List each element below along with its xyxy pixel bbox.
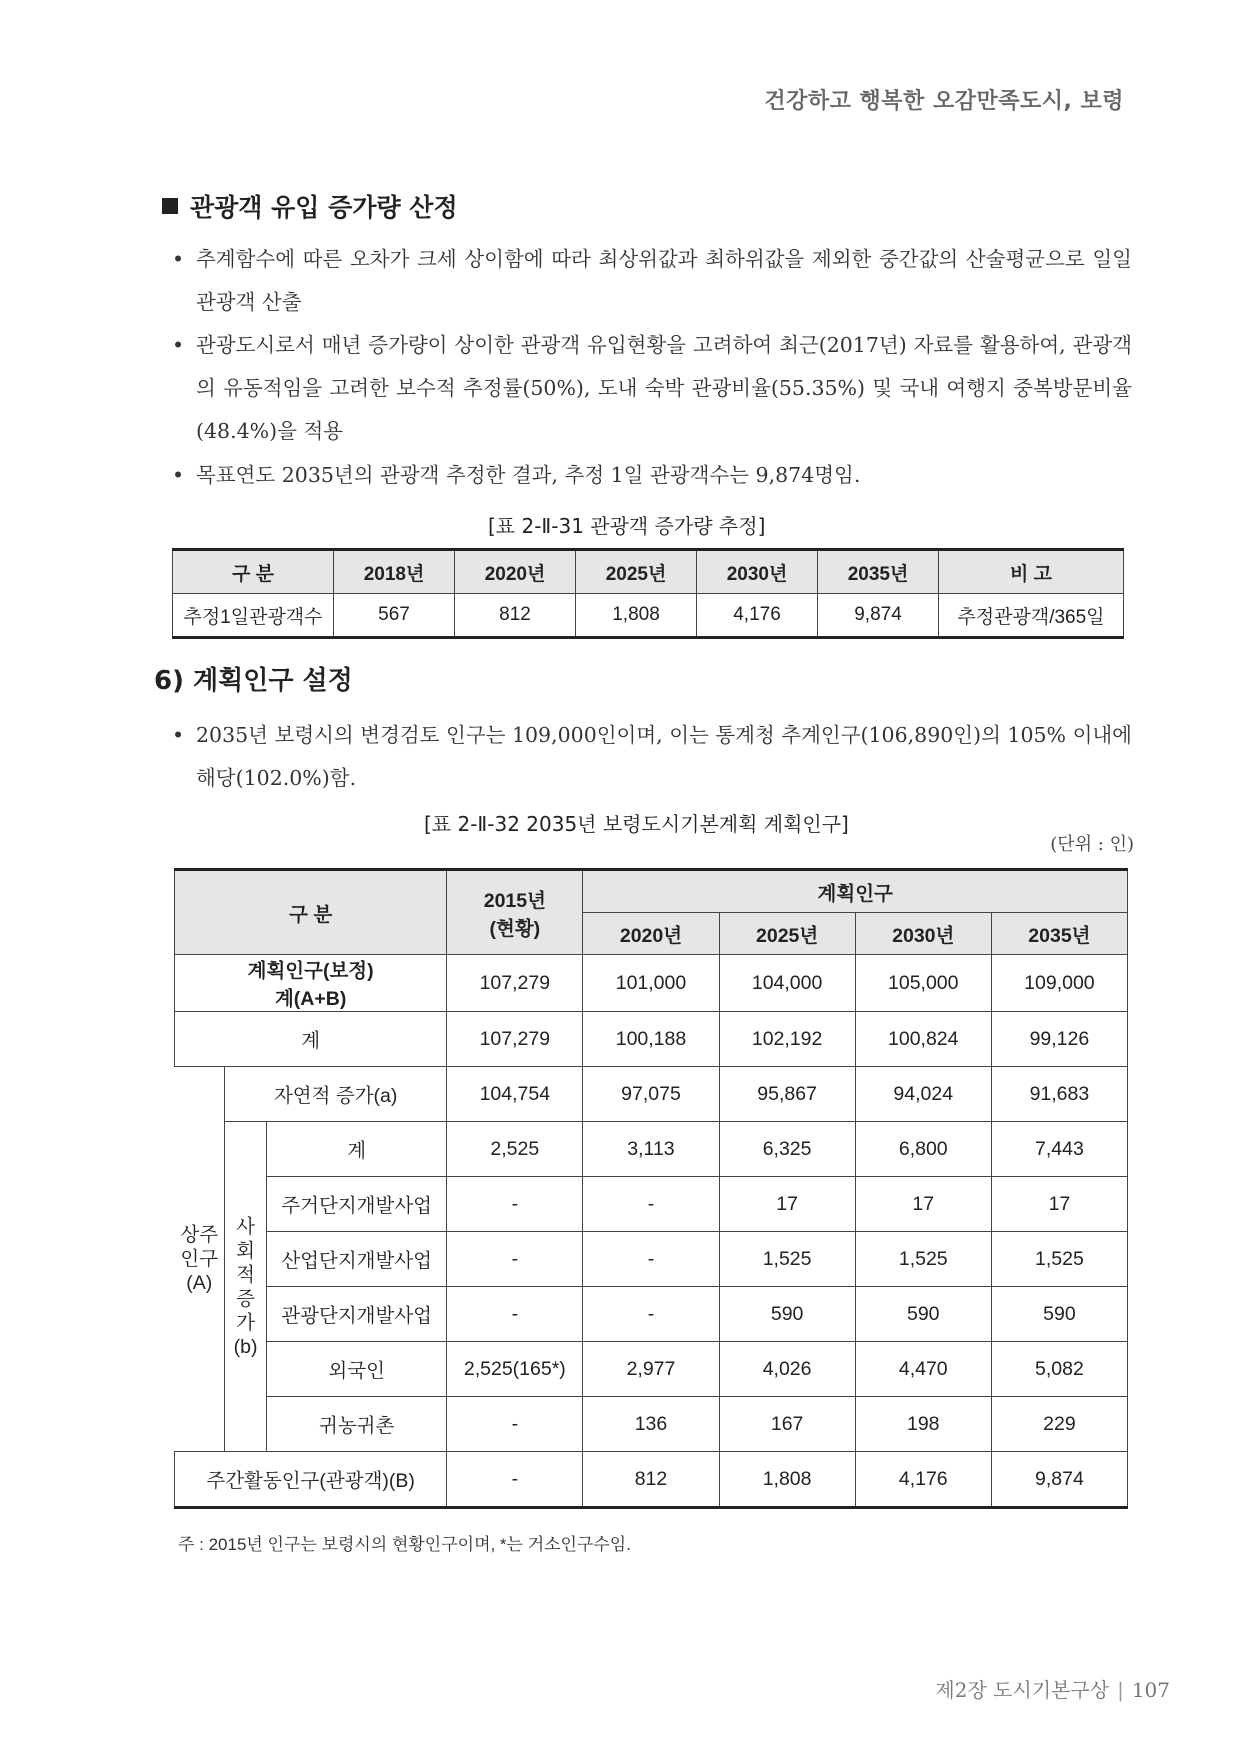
table-cell: 7,443 — [991, 1122, 1127, 1177]
row-label: 계(A+B) — [274, 988, 347, 1010]
table-header-cell: 2035년 — [818, 550, 939, 594]
table-cell: - — [583, 1287, 719, 1342]
table-cell: 101,000 — [583, 955, 719, 1012]
table-cell: 104,754 — [447, 1067, 583, 1122]
table-header-cell: 구 분 — [175, 870, 447, 955]
row-label: (b) — [233, 1335, 258, 1358]
table-cell — [225, 1122, 267, 1452]
page-number: 107 — [1131, 1678, 1170, 1702]
running-header: 건강하고 행복한 오감만족도시, 보령 — [764, 89, 1124, 114]
table-row — [175, 1232, 1128, 1287]
table-cell: 4,026 — [719, 1342, 855, 1397]
table-row — [175, 1067, 1128, 1122]
table-cell — [175, 1067, 225, 1452]
square-bullet-icon — [162, 198, 178, 214]
footer-chapter: 제2장 도시기본구상 — [935, 1678, 1110, 1702]
table-header-cell: 2030년 — [855, 913, 991, 955]
table-header-cell — [447, 870, 583, 955]
table2-caption: [표 2-Ⅱ-32 2035년 보령도시기본계획 계획인구] — [424, 812, 849, 836]
table-cell: 590 — [719, 1287, 855, 1342]
row-label: 사 — [236, 1215, 255, 1238]
row-label: 상주 — [180, 1224, 219, 1246]
footer-separator: | — [1117, 1678, 1124, 1702]
table-cell: 관광단지개발사업 — [267, 1287, 447, 1342]
bullet-dot-icon: • — [172, 723, 185, 747]
table-cell — [175, 955, 447, 1012]
table-cell: 계 — [267, 1122, 447, 1177]
table-row — [175, 1287, 1128, 1342]
section-title — [162, 188, 458, 224]
table-cell: 추정1일관광객수 — [173, 594, 334, 638]
table-cell: 9,874 — [818, 594, 939, 638]
table-cell: - — [447, 1232, 583, 1287]
table-row — [175, 1122, 1128, 1177]
table-header-cell: 2020년 — [455, 550, 576, 594]
table-header-cell: 2030년 — [697, 550, 818, 594]
table-cell: 4,470 — [855, 1342, 991, 1397]
table-cell: 귀농귀촌 — [267, 1397, 447, 1452]
table-row — [173, 594, 1124, 638]
row-label: 가 — [236, 1311, 255, 1334]
tourist-increase-table — [172, 548, 1124, 639]
bullet-item — [172, 454, 1132, 497]
table-cell: 추정관광객/365일 — [939, 594, 1124, 638]
table-cell: 167 — [719, 1397, 855, 1452]
table-cell: 109,000 — [991, 955, 1127, 1012]
row-label: 계획인구(보정) — [247, 960, 374, 982]
table-cell: 95,867 — [719, 1067, 855, 1122]
table-cell: 계 — [175, 1012, 447, 1067]
page-footer — [935, 1674, 1170, 1703]
table-row — [175, 1452, 1128, 1508]
bullet-text: 관광도시로서 매년 증가량이 상이한 관광객 유입현황을 고려하여 최근(2017년) 자료를 활용하여, 관광객의 유동적임을 고려한 보수적 추정률(50%), 도내 숙박 관광비율(55.35%) 및 국내 여행지 중복방문비율(48.4%)을 적용 — [196, 333, 1132, 443]
table-cell: 100,188 — [583, 1012, 719, 1067]
table-header-cell: 2035년 — [991, 913, 1127, 955]
table-cell: - — [583, 1177, 719, 1232]
bullet-item — [172, 238, 1132, 324]
unit-label: (단위 : 인) — [1050, 834, 1134, 855]
section-title-text: 관광객 유입 증가량 산정 — [190, 193, 458, 222]
table-cell: 136 — [583, 1397, 719, 1452]
table-cell: 2,525 — [447, 1122, 583, 1177]
bullet-dot-icon: • — [172, 333, 185, 357]
table-row — [175, 1177, 1128, 1232]
table-cell: 6,325 — [719, 1122, 855, 1177]
table-cell: 107,279 — [447, 1012, 583, 1067]
row-label: 증 — [236, 1287, 255, 1310]
table-cell: 1,525 — [855, 1232, 991, 1287]
bullet-dot-icon: • — [172, 247, 185, 271]
row-label: 인구 — [180, 1248, 219, 1270]
row-label: 회 — [236, 1239, 255, 1262]
table-header-cell: 구 분 — [173, 550, 334, 594]
table-cell: 1,525 — [719, 1232, 855, 1287]
table-header-cell: 2025년 — [576, 550, 697, 594]
planned-population-table — [174, 868, 1128, 1509]
table-header-row — [173, 550, 1124, 594]
table-cell: 17 — [719, 1177, 855, 1232]
table-cell: 590 — [991, 1287, 1127, 1342]
table-cell: 산업단지개발사업 — [267, 1232, 447, 1287]
header-2015: 2015년 — [483, 889, 546, 912]
table-cell: 17 — [855, 1177, 991, 1232]
table-cell: 1,808 — [576, 594, 697, 638]
row-label: 적 — [236, 1263, 255, 1286]
table-cell: - — [447, 1452, 583, 1508]
table-cell: 4,176 — [855, 1452, 991, 1508]
table-cell: 6,800 — [855, 1122, 991, 1177]
table-row — [175, 1397, 1128, 1452]
table-cell: 2,977 — [583, 1342, 719, 1397]
table1-caption: [표 2-Ⅱ-31 관광객 증가량 추정] — [488, 514, 766, 538]
table-cell: 229 — [991, 1397, 1127, 1452]
table-header-cell: 2018년 — [334, 550, 455, 594]
header-2015-sub: (현황) — [489, 917, 541, 940]
table-cell: 17 — [991, 1177, 1127, 1232]
table-cell: 567 — [334, 594, 455, 638]
table-header-cell: 계획인구 — [583, 870, 1128, 913]
table-cell: 주거단지개발사업 — [267, 1177, 447, 1232]
bullet-dot-icon: • — [172, 463, 185, 487]
subsection-title: 6) 계획인구 설정 — [154, 666, 353, 696]
table-cell: 3,113 — [583, 1122, 719, 1177]
table-cell: 9,874 — [991, 1452, 1127, 1508]
table-cell: 102,192 — [719, 1012, 855, 1067]
table-cell: 1,525 — [991, 1232, 1127, 1287]
table-cell: 5,082 — [991, 1342, 1127, 1397]
table-cell: 198 — [855, 1397, 991, 1452]
table-row — [175, 1012, 1128, 1067]
table-cell: 외국인 — [267, 1342, 447, 1397]
table-cell: 104,000 — [719, 955, 855, 1012]
table-header-cell: 2025년 — [719, 913, 855, 955]
table-cell: 94,024 — [855, 1067, 991, 1122]
table-note: 주 : 2015년 인구는 보령시의 현황인구이며, *는 거소인구수임. — [178, 1535, 631, 1554]
table-cell: 91,683 — [991, 1067, 1127, 1122]
table-row — [175, 1342, 1128, 1397]
table-cell: 4,176 — [697, 594, 818, 638]
table-cell: 590 — [855, 1287, 991, 1342]
table-cell: - — [583, 1232, 719, 1287]
row-label: (A) — [186, 1272, 213, 1294]
bullet-text: 2035년 보령시의 변경검토 인구는 109,000인이며, 이는 통계청 추계인구(106,890인)의 105% 이내에 해당(102.0%)함. — [196, 723, 1132, 790]
bullet-item — [172, 714, 1132, 800]
table-cell: 1,808 — [719, 1452, 855, 1508]
table-cell: 812 — [583, 1452, 719, 1508]
table-cell: - — [447, 1287, 583, 1342]
table-header-cell: 비 고 — [939, 550, 1124, 594]
table-cell: - — [447, 1177, 583, 1232]
table-cell: 99,126 — [991, 1012, 1127, 1067]
table-cell: 100,824 — [855, 1012, 991, 1067]
bullet-text: 목표연도 2035년의 관광객 추정한 결과, 추정 1일 관광객수는 9,874명임. — [196, 463, 861, 487]
table-cell: 812 — [455, 594, 576, 638]
table-cell: 2,525(165*) — [447, 1342, 583, 1397]
bullet-item — [172, 324, 1132, 453]
table-cell: 107,279 — [447, 955, 583, 1012]
table-cell: 97,075 — [583, 1067, 719, 1122]
bullet-text: 추계함수에 따른 오차가 크세 상이함에 따라 최상위값과 최하위값을 제외한 중간값의 산술평균으로 일일관광객 산출 — [196, 247, 1132, 314]
table-header-cell: 2020년 — [583, 913, 719, 955]
table-cell: 주간활동인구(관광객)(B) — [175, 1452, 447, 1508]
table-cell: - — [447, 1397, 583, 1452]
table-cell: 105,000 — [855, 955, 991, 1012]
table-row — [175, 955, 1128, 1012]
table-cell: 자연적 증가(a) — [225, 1067, 447, 1122]
